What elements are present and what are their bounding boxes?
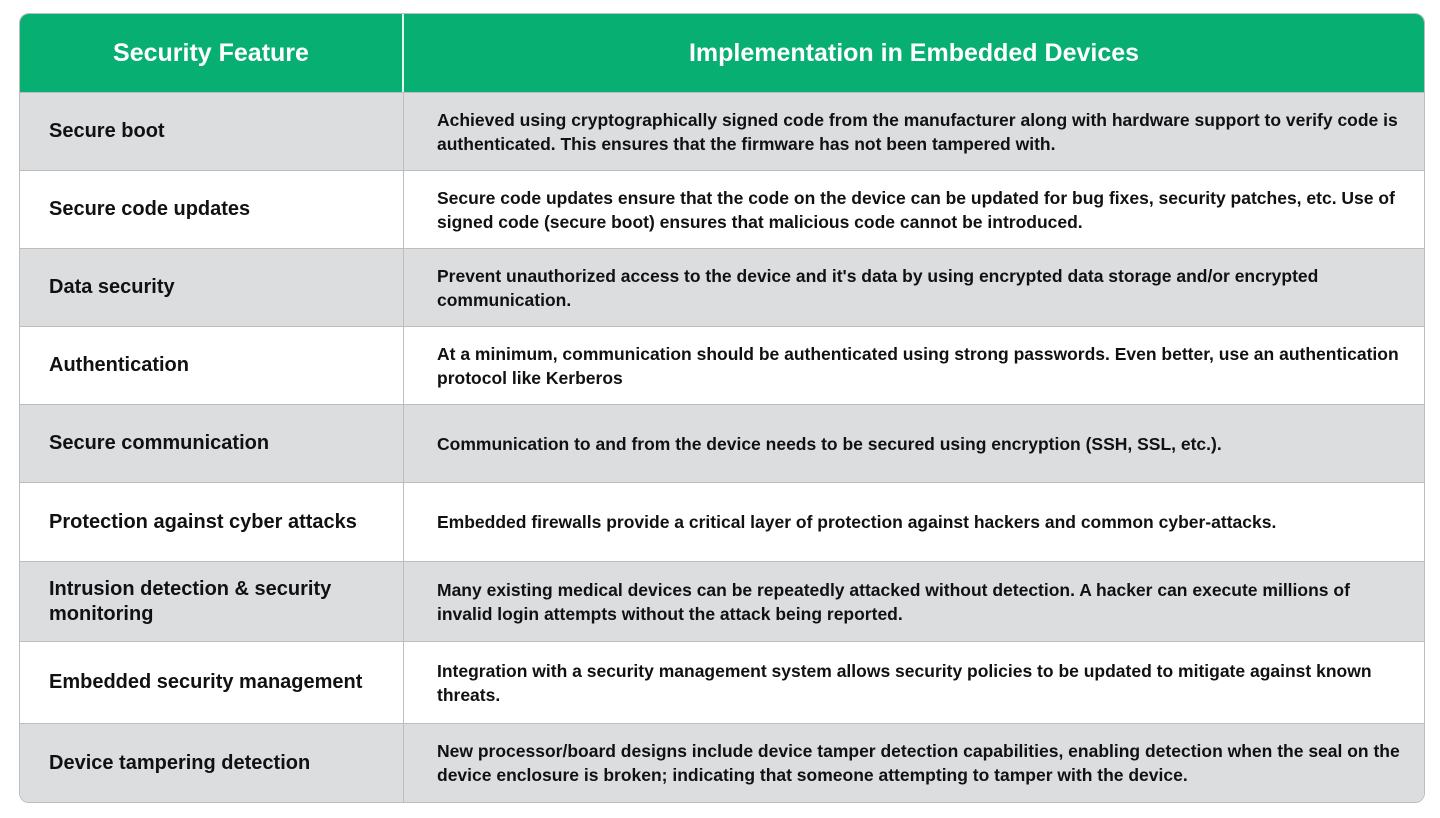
implementation-cell: Integration with a security management system allows security policies to be updated to mitigate against known threats. — [437, 660, 1372, 705]
feature-cell: Secure code updates — [20, 171, 404, 248]
implementation-cell: Achieved using cryptographically signed code from the manufacturer along with hardware support to verify code is authenticated. This ensures that the firmware has not been tampered with. — [437, 109, 1398, 154]
table-row — [20, 723, 1424, 802]
header-security-feature: Security Feature — [20, 14, 404, 92]
table-row — [20, 248, 1424, 326]
implementation-cell: Secure code updates ensure that the code on the device can be updated for bug fixes, security patches, etc. Use of signed code (secure boot) ensures that malicious code cannot be introduced. — [437, 187, 1395, 232]
feature-cell: Data security — [20, 249, 404, 326]
security-features-table — [19, 13, 1425, 803]
feature-cell: Secure boot — [20, 93, 404, 170]
table-header — [20, 14, 1424, 92]
implementation-cell: Embedded firewalls provide a critical layer of protection against hackers and common cyber-attacks. — [437, 512, 1277, 532]
table-row — [20, 482, 1424, 561]
feature-cell: Protection against cyber attacks — [20, 483, 404, 561]
table-row — [20, 92, 1424, 170]
feature-cell: Secure communication — [20, 405, 404, 482]
feature-cell: Intrusion detection & security monitoring — [20, 562, 404, 641]
implementation-cell: At a minimum, communication should be authenticated using strong passwords. Even better, use an authentication protocol like Kerberos — [437, 343, 1399, 388]
table-row — [20, 170, 1424, 248]
feature-cell: Embedded security management — [20, 642, 404, 723]
implementation-cell: Many existing medical devices can be repeatedly attacked without detection. A hacker can execute millions of invalid login attempts without the attack being reported. — [437, 579, 1350, 624]
implementation-cell: New processor/board designs include device tamper detection capabilities, enabling detection when the seal on the device enclosure is broken; indicating that someone attempting to tamper with the device. — [437, 741, 1400, 785]
header-implementation: Implementation in Embedded Devices — [688, 38, 1140, 67]
table-row — [20, 326, 1424, 404]
implementation-cell: Communication to and from the device needs to be secured using encryption (SSH, SSL, etc.). — [437, 433, 1222, 454]
implementation-cell: Prevent unauthorized access to the device and it's data by using encrypted data storage and/or encrypted communication. — [437, 265, 1319, 310]
table-row — [20, 561, 1424, 641]
table-row — [20, 404, 1424, 482]
feature-cell: Authentication — [20, 327, 404, 404]
table-row — [20, 641, 1424, 723]
feature-cell: Device tampering detection — [20, 724, 404, 802]
